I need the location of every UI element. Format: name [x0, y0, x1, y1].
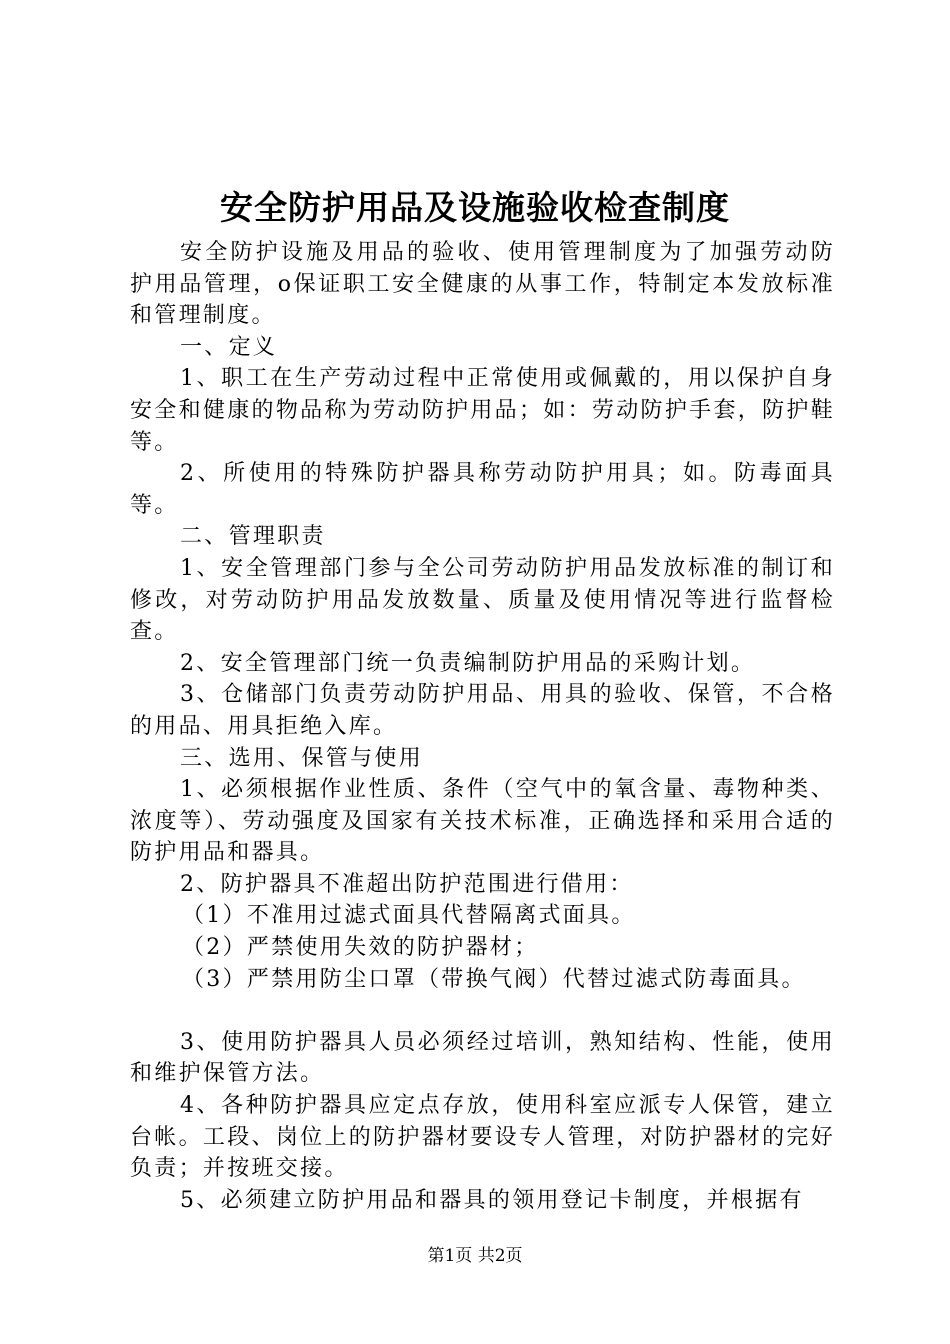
paragraph-definition-2: 2、所使用的特殊防护器具称劳动防护用具；如。防毒面具等。 [130, 461, 835, 518]
sub-item-2: （2）严禁使用失效的防护器材； [182, 935, 539, 961]
document-body [130, 237, 835, 1216]
blank-line [130, 995, 835, 1027]
paragraph-use-4: 4、各种防护器具应定点存放，使用科室应派专人保管，建立台帐。工段、岗位上的防护器材要设专人管理，对防护器材的完好负责；并按班交接。 [130, 1093, 835, 1182]
section-heading-responsibilities: 二、管理职责 [180, 524, 326, 550]
sub-item-3: （3）严禁用防尘口罩（带换气阀）代替过滤式防毒面具。 [182, 966, 806, 992]
paragraph-responsibility-1: 1、安全管理部门参与全公司劳动防护用品发放标准的制订和修改，对劳动防护用品发放数量、质量及使用情况等进行监督检查。 [130, 555, 835, 645]
section-heading-definition: 一、定义 [180, 334, 278, 360]
paragraph-use-3: 3、使用防护器具人员必须经过培训，熟知结构、性能，使用和维护保管方法。 [130, 1029, 835, 1087]
paragraph-use-5: 5、必须建立防护用品和器具的领用登记卡制度，并根据有 [180, 1187, 804, 1213]
paragraph-responsibility-2: 2、安全管理部门统一负责编制防护用品的采购计划。 [180, 650, 756, 676]
paragraph-responsibility-3: 3、仓储部门负责劳动防护用品、用具的验收、保管，不合格的用品、用具拒绝入库。 [130, 682, 835, 739]
sub-item-1: （1）不准用过滤式面具代替隔离式面具。 [182, 903, 636, 929]
paragraph-definition-1: 1、职工在生产劳动过程中正常使用或佩戴的，用以保护自身安全和健康的物品称为劳动防护用品；如：劳动防护手套，防护鞋等。 [130, 366, 835, 455]
section-heading-selection-use: 三、选用、保管与使用 [180, 745, 424, 771]
paragraph-use-1: 1、必须根据作业性质、条件（空气中的氧含量、毒物种类、浓度等）、劳动强度及国家有关技术标准，正确选择和采用合适的防护用品和器具。 [130, 777, 835, 866]
paragraph-use-2: 2、防护器具不准超出防护范围进行借用： [180, 871, 634, 897]
page-footer: 第1页 共2页 [427, 1246, 523, 1266]
paragraph-intro: 安全防护设施及用品的验收、使用管理制度为了加强劳动防护用品管理，o保证职工安全健康的从事工作，特制定本发放标准和管理制度。 [130, 240, 835, 329]
document-title: 安全防护用品及设施验收检查制度 [220, 188, 730, 227]
